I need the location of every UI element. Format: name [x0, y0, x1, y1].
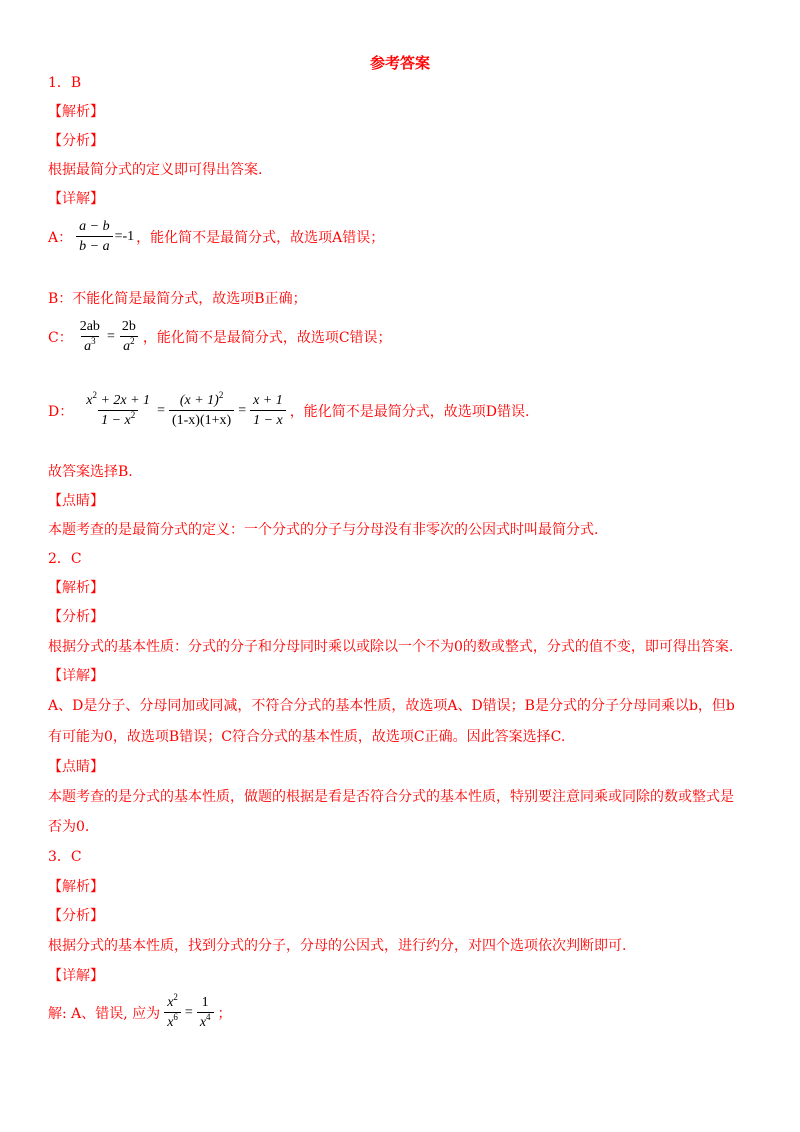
q1-d-formula: $\frac{x^2 + 2x + 1}{1 - x^2}$ = $\frac{(x + 1)^2}{(1-x)(1+x)}$ = $\frac{x + 1}{1 - x}$	[81, 392, 288, 429]
q2-detail-heading: 【详解】	[48, 668, 104, 684]
q1-detail-heading: 【详解】	[48, 191, 104, 207]
q1-a-fraction	[76, 218, 112, 255]
q1-a-formula	[74, 218, 134, 255]
q1-a-label: A：	[48, 229, 73, 246]
q1-c-label: C：	[48, 329, 73, 346]
q1-option-a	[48, 218, 384, 255]
q3-analysis-heading: 【解析】	[48, 879, 104, 895]
q3-a-num2: 1	[201, 995, 209, 1010]
q1-d-den1-exp: 2	[130, 410, 136, 420]
q3-a-end: ；	[217, 1005, 232, 1022]
q3-fenxi-heading: 【分析】	[48, 908, 104, 924]
q3-detail-heading: 【详解】	[48, 968, 104, 984]
q1-option-d	[48, 392, 529, 429]
q1-analysis-heading: 【解析】	[48, 104, 104, 120]
q1-d-num1: x	[86, 393, 93, 408]
q3-a-den1: x	[167, 1015, 174, 1030]
q1-a-result: =-1	[114, 228, 135, 244]
q1-fenxi-text: 根据最简分式的定义即可得出答案.	[48, 162, 263, 178]
q3-a-den1-exp: 6	[173, 1012, 178, 1022]
q1-d-den2: (1-x)(1+x)	[169, 410, 234, 429]
q1-c-num1: 2ab	[79, 319, 100, 334]
q3-a-den2-exp: 4	[206, 1012, 211, 1022]
q1-dianjing-text: 本题考查的是最简分式的定义：一个分式的分子与分母没有非零次的公因式时叫最简分式.	[48, 522, 599, 538]
q2-analysis-heading: 【解析】	[48, 580, 104, 596]
q1-c-den1-exp: 3	[91, 336, 96, 346]
q1-d-num2: (x + 1)	[179, 393, 219, 408]
q1-d-num2-exp: 2	[218, 390, 224, 400]
q1-c-text: ，能化简不是最简分式，故选项C错误；	[142, 329, 392, 346]
q1-d-label: D：	[48, 403, 74, 420]
q1-answer: 1．B	[48, 75, 82, 91]
q1-c-formula: $\frac{2ab}{a^3}$ = $\frac{2b}{a^2}$	[75, 318, 141, 355]
page-title: 参考答案	[369, 54, 430, 72]
q3-a-formula: $\frac{x^2}{x^6}$ = $\frac{1}{x^4}$	[162, 994, 215, 1031]
q3-a-num1-exp: 2	[173, 992, 178, 1002]
q1-a-text: ，能化简不是最简分式，故选项A错误；	[136, 229, 385, 246]
q1-d-num1-rest: + 2x + 1	[96, 393, 151, 408]
q1-c-num2: 2b	[121, 319, 136, 334]
q1-c-den2-exp: 2	[130, 336, 135, 346]
q3-fenxi-text: 根据分式的基本性质，找到分式的分子，分母的公因式，进行约分，对四个选项依次判断即可.	[48, 938, 627, 954]
q1-d-text: ，能化简不是最简分式，故选项D错误.	[289, 403, 530, 420]
q1-dianjing-heading: 【点睛】	[48, 493, 104, 509]
q1-d-num3: x + 1	[253, 393, 283, 408]
q1-c-den2: a	[123, 339, 131, 354]
q2-dianjing-line2: 否为0.	[48, 819, 90, 835]
q1-fenxi-heading: 【分析】	[48, 133, 104, 149]
q1-d-den1: 1 − x	[101, 413, 131, 428]
q1-c-den1: a	[84, 339, 92, 354]
q2-dianjing-heading: 【点睛】	[48, 759, 104, 775]
q3-a-label: 解: A、错误, 应为	[48, 1005, 161, 1022]
q1-d-num1-exp: 2	[92, 390, 97, 400]
q2-fenxi-heading: 【分析】	[48, 609, 104, 625]
q3-answer: 3．C	[48, 849, 82, 865]
q2-fenxi-text: 根据分式的基本性质：分式的分子和分母同时乘以或除以一个不为0的数或整式，分式的值不变，即可得出答案.	[48, 639, 734, 655]
q1-option-b: B：不能化简是最简分式，故选项B正确；	[48, 291, 307, 307]
q2-dianjing-line1: 本题考查的是分式的基本性质，做题的根据是看是否符合分式的基本性质，特别要注意同乘或同除的数或整式是	[48, 789, 734, 805]
q2-detail-line1: A、D是分子、分母同加或同减，不符合分式的基本性质，故选项A、D错误；B是分式的分子分母同乘以b，但b	[48, 698, 735, 714]
q3-a-num1: x	[167, 995, 174, 1010]
q2-answer: 2．C	[48, 551, 82, 567]
q1-d-den3: 1 − x	[253, 413, 283, 428]
q1-a-denominator: b − a	[79, 239, 110, 254]
q3-option-a	[48, 994, 232, 1031]
q1-a-numerator: a − b	[79, 219, 110, 234]
q1-option-c	[48, 318, 392, 355]
q2-detail-line2: 有可能为0，故选项B错误；C符合分式的基本性质，故选项C正确。因此答案选择C.	[48, 729, 566, 745]
q3-a-den2: x	[199, 1015, 207, 1030]
q1-conclusion: 故答案选择B.	[48, 464, 133, 480]
